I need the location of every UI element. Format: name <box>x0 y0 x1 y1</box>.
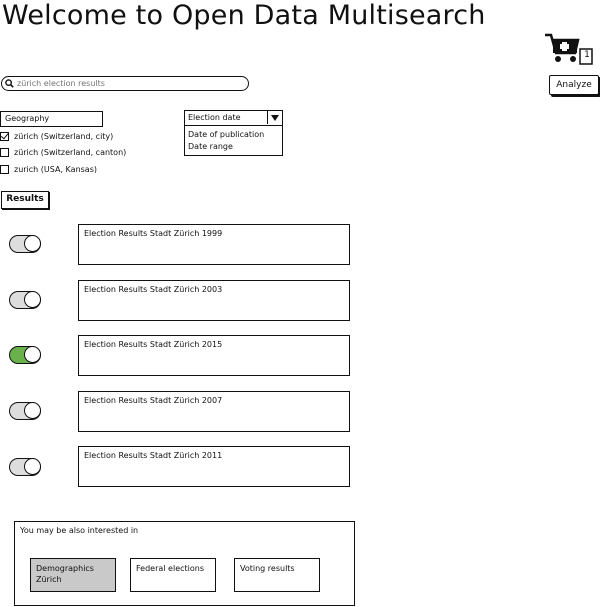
date-filter-select[interactable] <box>184 110 283 126</box>
date-filter-option[interactable]: Date of publication <box>188 130 265 139</box>
suggestions-title: You may be also interested in <box>20 526 139 535</box>
suggestion-item[interactable] <box>234 558 320 592</box>
date-filter-option[interactable]: Date range <box>188 142 233 151</box>
suggestion-label: Demographics Zürich <box>36 564 94 584</box>
result-toggle-on[interactable] <box>9 346 41 364</box>
date-filter-menu <box>184 126 283 156</box>
suggestion-item[interactable] <box>30 558 116 592</box>
result-title: Election Results Stadt Zürich 2007 <box>84 396 223 405</box>
geography-option-label: zürich (Switzerland, canton) <box>14 148 127 158</box>
result-card[interactable] <box>78 280 350 321</box>
suggestion-label: Voting results <box>240 564 295 573</box>
checkbox[interactable] <box>0 165 9 174</box>
geography-option[interactable] <box>0 161 126 178</box>
result-toggle[interactable] <box>9 291 41 309</box>
cart-button[interactable] <box>543 31 595 67</box>
geography-option-label: zurich (USA, Kansas) <box>14 164 97 174</box>
toggle-knob <box>24 402 41 419</box>
geography-option-label: zürich (Switzerland, city) <box>14 131 114 141</box>
result-card[interactable] <box>78 391 350 432</box>
result-title: Election Results Stadt Zürich 2015 <box>84 340 223 349</box>
search-input[interactable] <box>17 79 237 88</box>
page-title: Welcome to Open Data Multisearch <box>2 0 486 31</box>
suggestion-item[interactable] <box>130 558 216 592</box>
dropdown-arrow-icon[interactable] <box>267 111 282 124</box>
result-toggle[interactable] <box>9 402 41 420</box>
result-toggle[interactable] <box>9 458 41 476</box>
toggle-knob <box>24 291 41 308</box>
geography-option[interactable] <box>0 145 126 162</box>
result-title: Election Results Stadt Zürich 2011 <box>84 451 223 460</box>
toggle-knob <box>24 458 41 475</box>
checkbox[interactable] <box>0 148 9 157</box>
checkbox-checked[interactable] <box>0 132 9 141</box>
cart-icon <box>543 31 595 67</box>
suggestions-panel <box>14 521 355 606</box>
search-icon <box>5 79 14 88</box>
suggestion-label: Federal elections <box>136 564 204 573</box>
geography-option[interactable] <box>0 128 126 145</box>
search-bar[interactable] <box>1 76 249 91</box>
result-title: Election Results Stadt Zürich 2003 <box>84 285 223 294</box>
analyze-button[interactable]: Analyze <box>549 75 599 95</box>
result-toggle[interactable] <box>9 235 41 253</box>
geography-filter-label: Geography <box>0 111 103 127</box>
geography-options <box>0 128 126 178</box>
result-card[interactable] <box>78 446 350 487</box>
result-card[interactable] <box>78 335 350 376</box>
result-title: Election Results Stadt Zürich 1999 <box>84 229 223 238</box>
results-heading: Results <box>1 191 49 209</box>
date-filter-selected: Election date <box>188 113 241 122</box>
result-card[interactable] <box>78 224 350 265</box>
cart-count-badge: 1 <box>584 50 590 60</box>
toggle-knob <box>24 235 41 252</box>
toggle-knob <box>24 346 41 363</box>
